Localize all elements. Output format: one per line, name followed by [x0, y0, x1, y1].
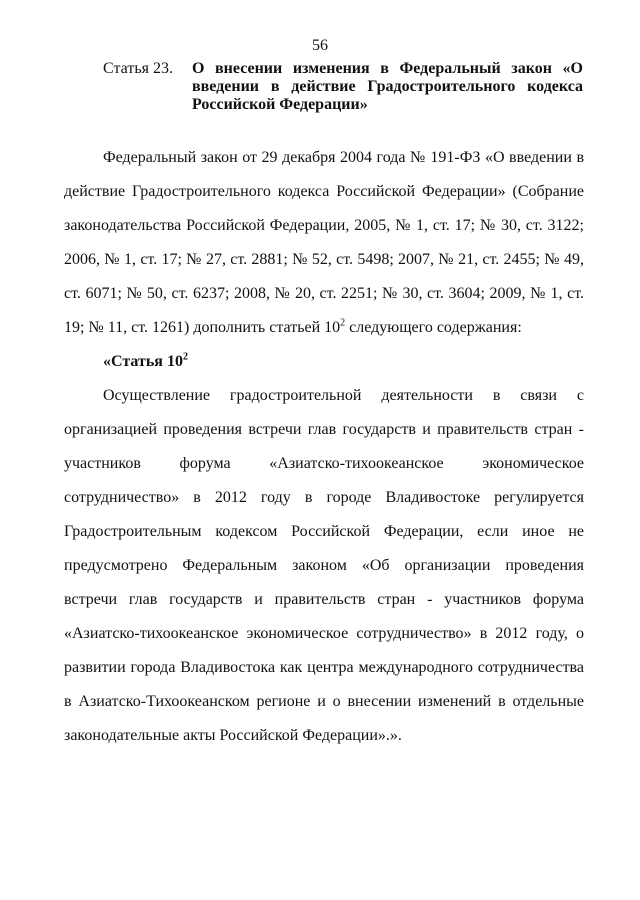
article-heading — [103, 60, 583, 114]
page-number: 56 — [312, 37, 328, 54]
new-article-heading-text: «Статья 10 — [103, 353, 183, 370]
article-label: Статья 23. — [103, 60, 173, 77]
amendment-text: Федеральный закон от 29 декабря 2004 года № 191-ФЗ «О введении в действие Градостроительного кодекса Российской Федерации» (Собрание законодательства Российской Федерации, 2005, № 1, ст. 17; № 30, ст. 3122; 2006, № 1, ст. 17; № 27, ст. 2881; № 52, ст. 5498; 2007, № 21, ст. 2455; № 49, ст. 6071; № 50, ст. 6237; 2008, № 20, ст. 2251; № 30, ст. 3604; 2009, № 1, ст. 19; № 11, ст. 1261) дополнить статьей 10 — [64, 149, 584, 336]
article-title: О внесении изменения в Федеральный закон «О введении в действие Градостроительного кодекса Российской Федерации» — [192, 60, 583, 113]
article-number-superscript: 2 — [340, 317, 346, 329]
amendment-text-end: следующего содержания: — [345, 319, 522, 336]
amendment-paragraph — [64, 141, 584, 345]
new-article-heading — [64, 345, 584, 379]
new-article-heading-superscript: 2 — [182, 351, 188, 363]
new-article-body: Осуществление градостроительной деятельности в связи с организацией проведения встречи глав государств и правительств стран - участников форума «Азиатско-тихоокеанское экономическое сотрудничество» в 2012 году в городе Владивостоке регулируется Градостроительным кодексом Российской Федерации, если иное не предусмотрено Федеральным законом «Об организации проведения встречи глав государств и правительств стран - участников форума «Азиатско-тихоокеанское экономическое сотрудничество» в 2012 году, о развитии города Владивостока как центра международного сотрудничества в Азиатско-Тихоокеанском регионе и о внесении изменений в отдельные законодательные акты Российской Федерации».». — [64, 387, 584, 744]
